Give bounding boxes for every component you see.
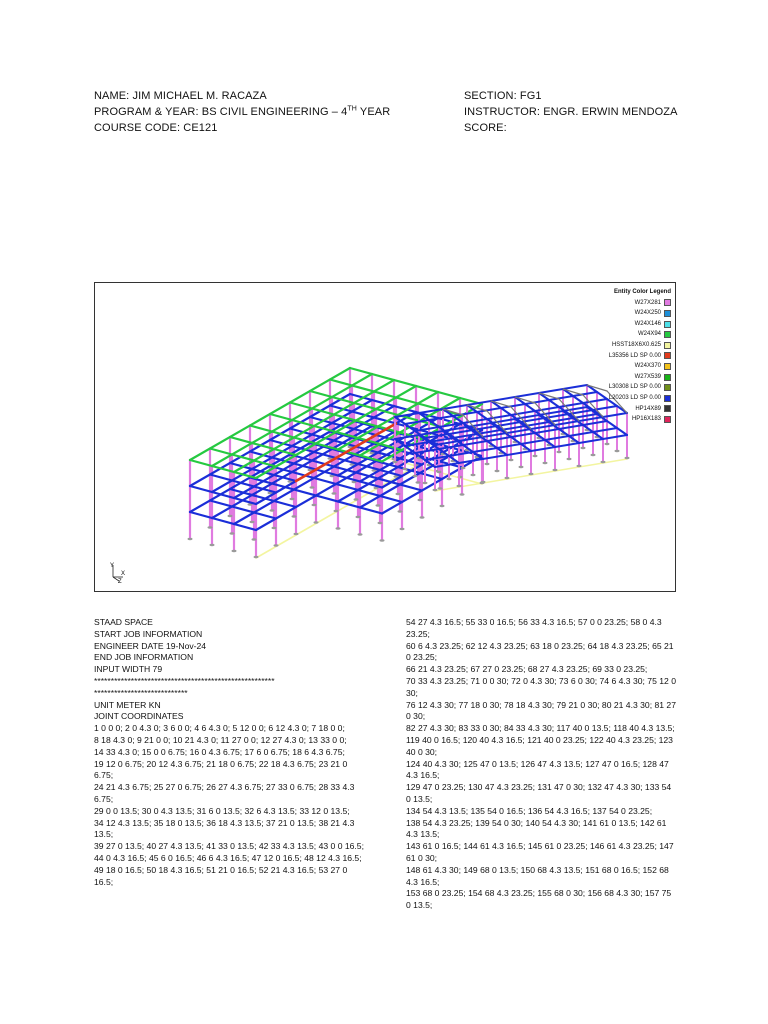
code-line: 54 27 4.3 16.5; 55 33 0 16.5; 56 33 4.3 16.5; 57 0 0 23.25; 58 0 4.3 23.25; (406, 617, 665, 639)
code-line: 8 18 4.3 0; 9 21 0 0; 10 21 4.3 0; 11 27 0 0; 12 27 4.3 0; 13 33 0 0; (94, 734, 347, 745)
legend-item (609, 298, 671, 309)
code-line: UNIT METER KN (94, 699, 161, 710)
structure-3d-render (95, 283, 675, 591)
legend-label: L35356 LD SP 0.00 (608, 352, 661, 359)
legend-swatch (664, 310, 671, 317)
code-line: 143 61 0 16.5; 144 61 4.3 16.5; 145 61 0 23.25; 146 61 4.3 23.25; 147 61 0 30; (406, 841, 676, 863)
code-line: 82 27 4.3 30; 83 33 0 30; 84 33 4.3 30; 117 40 0 13.5; 118 40 4.3 13.5; (406, 723, 675, 734)
axis-z-label: Z (118, 579, 122, 583)
code-line: 19 12 0 6.75; 20 12 4.3 6.75; 21 18 0 6.75; 22 18 4.3 6.75; 23 21 0 6.75; (94, 758, 350, 781)
code-line: 39 27 0 13.5; 40 27 4.3 13.5; 41 33 0 13.5; 42 33 4.3 13.5; 43 0 0 16.5; (94, 841, 364, 852)
code-line: 76 12 4.3 30; 77 18 0 30; 78 18 4.3 30; 79 21 0 30; 80 21 4.3 30; 81 27 0 30; (406, 699, 679, 722)
code-line: 119 40 0 16.5; 120 40 4.3 16.5; 121 40 0 23.25; 122 40 4.3 23.25; 123 40 0 30; (406, 734, 676, 757)
legend-item (609, 382, 671, 393)
staad-model-figure (94, 282, 676, 592)
code-line: START JOB INFORMATION (94, 628, 203, 639)
course-code: COURSE CODE: CE121 (94, 122, 218, 134)
legend-swatch (664, 363, 671, 370)
student-info (94, 88, 390, 136)
code-line: 44 0 4.3 16.5; 45 6 0 16.5; 46 6 4.3 16.5; 47 12 0 16.5; 48 12 4.3 16.5; (94, 852, 362, 863)
legend-label: HP16X183 (631, 416, 661, 423)
code-line: 70 33 4.3 23.25; 71 0 0 30; 72 0 4.3 30; 73 6 0 30; 74 6 4.3 30; 75 12 0 30; (406, 675, 679, 698)
legend-label: W24X370 (634, 363, 661, 370)
legend-item (609, 361, 671, 372)
code-line: 29 0 0 13.5; 30 0 4.3 13.5; 31 6 0 13.5; 32 6 4.3 13.5; 33 12 0 13.5; (94, 805, 350, 816)
legend-label: HSST18X6X0.625 (611, 341, 661, 348)
legend-swatch (664, 405, 671, 412)
class-info (464, 88, 678, 136)
legend-item (609, 329, 671, 340)
code-line: 124 40 4.3 30; 125 47 0 13.5; 126 47 4.3 13.5; 127 47 0 16.5; 128 47 4.3 16.5; (406, 758, 672, 781)
legend-item (609, 372, 671, 383)
code-line: 153 68 0 23.25; 154 68 4.3 23.25; 155 68 0 30; 156 68 4.3 30; 157 75 0 13.5; (406, 888, 674, 911)
score: SCORE: (464, 122, 507, 134)
program-year: PROGRAM & YEAR: BS CIVIL ENGINEERING – 4TH YEAR (94, 105, 391, 118)
legend-item (609, 414, 671, 425)
code-line: 66 21 4.3 23.25; 67 27 0 23.25; 68 27 4.3 23.25; 69 33 0 23.25; (406, 664, 648, 675)
legend-swatch (664, 416, 671, 423)
staad-input-left-column (94, 617, 366, 888)
axis-triad-icon (105, 561, 127, 585)
legend-item (609, 393, 671, 404)
legend-title: Entity Color Legend (614, 289, 671, 295)
legend-label: W24X250 (634, 310, 661, 317)
legend-swatch (664, 374, 671, 381)
legend-item (609, 340, 671, 351)
entity-color-legend (609, 287, 671, 425)
legend-swatch (664, 321, 671, 328)
code-line: 134 54 4.3 13.5; 135 54 0 16.5; 136 54 4.3 16.5; 137 54 0 23.25; (406, 805, 653, 816)
legend-label: W24X146 (634, 320, 661, 327)
instructor: INSTRUCTOR: ENGR. ERWIN MENDOZA (464, 106, 678, 118)
code-line: 1 0 0 0; 2 0 4.3 0; 3 6 0 0; 4 6 4.3 0; 5 12 0 0; 6 12 4.3 0; 7 18 0 0; (94, 723, 345, 734)
staad-input-right-column (406, 617, 678, 912)
code-line: 129 47 0 23.25; 130 47 4.3 23.25; 131 47 0 30; 132 47 4.3 30; 133 54 0 13.5; (406, 782, 674, 804)
legend-label: L20203 LD SP 0.00 (608, 394, 661, 401)
code-line: END JOB INFORMATION (94, 652, 194, 663)
code-line: 60 6 4.3 23.25; 62 12 4.3 23.25; 63 18 0 23.25; 64 18 4.3 23.25; 65 21 0 23.25; (406, 640, 676, 663)
legend-swatch (664, 384, 671, 391)
code-line: 148 61 4.3 30; 149 68 0 13.5; 150 68 4.3 13.5; 151 68 0 16.5; 152 68 4.3 16.5; (406, 864, 672, 887)
legend-item (609, 319, 671, 330)
code-line: 14 33 4.3 0; 15 0 0 6.75; 16 0 4.3 6.75; 17 6 0 6.75; 18 6 4.3 6.75; (94, 746, 345, 757)
code-line: **************************** (94, 687, 188, 698)
legend-item (609, 351, 671, 362)
code-line: ENGINEER DATE 19-Nov-24 (94, 640, 207, 651)
code-line: 24 21 4.3 6.75; 25 27 0 6.75; 26 27 4.3 6.75; 27 33 0 6.75; 28 33 4.3 6.75; (94, 782, 357, 804)
code-line: 49 18 0 16.5; 50 18 4.3 16.5; 51 21 0 16.5; 52 21 4.3 16.5; 53 27 0 16.5; (94, 864, 350, 887)
code-line: ****************************************************** (94, 675, 275, 686)
legend-label: W24X94 (637, 331, 661, 338)
code-line: INPUT WIDTH 79 (94, 664, 163, 675)
legend-item (609, 308, 671, 319)
legend-swatch (664, 331, 671, 338)
code-line: STAAD SPACE (94, 617, 153, 627)
legend-swatch (664, 395, 671, 402)
legend-item (609, 404, 671, 415)
code-line: JOINT COORDINATES (94, 711, 184, 722)
legend-label: HP14X89 (635, 405, 661, 412)
legend-label: W27X539 (634, 373, 661, 380)
section: SECTION: FG1 (464, 90, 542, 102)
axis-x-label: X (121, 571, 126, 577)
legend-label: L30308 LD SP 0.00 (608, 384, 661, 391)
code-line: 138 54 4.3 23.25; 139 54 0 30; 140 54 4.3 30; 141 61 0 13.5; 142 61 4.3 13.5; (406, 817, 669, 840)
code-line: 34 12 4.3 13.5; 35 18 0 13.5; 36 18 4.3 13.5; 37 21 0 13.5; 38 21 4.3 13.5; (94, 817, 357, 840)
legend-label: W27X281 (634, 299, 661, 306)
student-name: NAME: JIM MICHAEL M. RACAZA (94, 90, 267, 102)
legend-swatch (664, 342, 671, 349)
axis-y-label: Y (110, 563, 115, 569)
legend-swatch (664, 299, 671, 306)
legend-swatch (664, 352, 671, 359)
